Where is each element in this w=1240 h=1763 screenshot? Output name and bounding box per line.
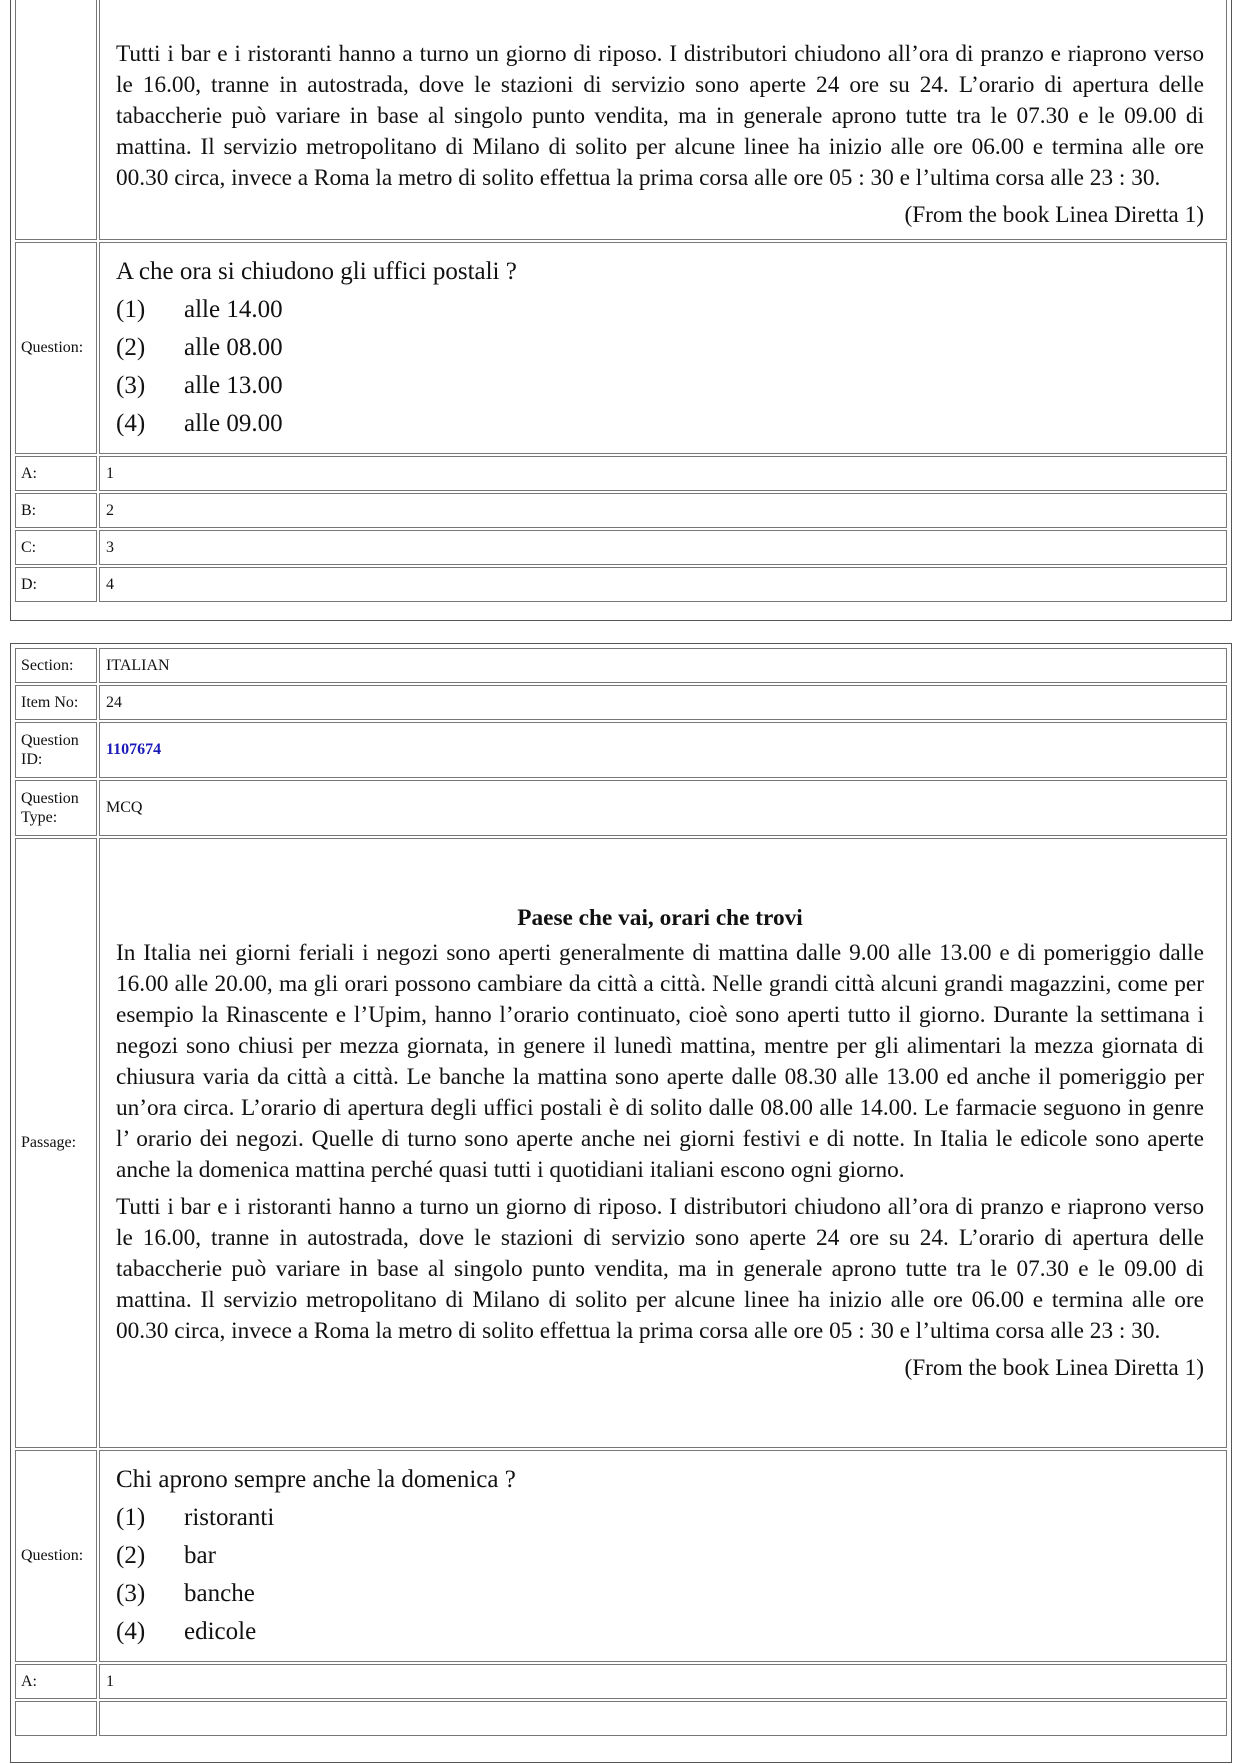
section-value: ITALIAN — [99, 648, 1227, 683]
question-type-label: Question Type: — [15, 780, 97, 836]
answer-d-label: D: — [15, 567, 97, 602]
option-4: (4) alle 09.00 — [116, 410, 283, 437]
question-stem: Chi aprono sempre anche la domenica ? — [116, 1466, 516, 1493]
passage-paragraph: In Italia nei giorni feriali i negozi sono aperti generalmente di mattina dalle 9.00 alle 13.00 e di pomeriggio dalle 16.00 alle 20.00, ma gli orari possono cambiare da città a città. Nelle grandi città alcuni grandi magazzini, come per esempio la Rinascente e l’Upim, hanno l’orario continuato, cioè sono aperti tutto il giorno. Durante la settimana i negozi sono chiusi per mezza giornata, in genere il lunedì mattina, mentre per gli alimentari la mezza giornata di chiusura varia da città a città. Le banche la mattina sono aperte dalle 08.30 alle 13.00 ed anche il pomeriggio per un’ora circa. L’orario di apertura degli uffici postali è di solito dalle 08.00 alle 14.00. Le farmacie seguono in genre l’ orario dei negozi. Quelle di turno sono aperte anche nei giorni festivi e di notte. In Italia le edicole sono aperte anche la domenica mattina perché quasi tutti i quotidiani italiani escono ogni giorno. — [116, 939, 1204, 1183]
section-label: Section: — [15, 648, 97, 683]
passage-title: Paese che vai, orari che trovi — [517, 904, 803, 931]
question-stem: A che ora si chiudono gli uffici postali ? — [116, 258, 517, 285]
option-1: (1) ristoranti — [116, 1504, 275, 1531]
question-type-value: MCQ — [99, 780, 1227, 836]
answer-a-value: 1 — [99, 456, 1227, 491]
option-2: (2) alle 08.00 — [116, 334, 283, 361]
answer-d-value: 4 — [99, 567, 1227, 602]
passage-cell — [99, 0, 1227, 240]
question-block-24 — [10, 643, 1232, 1763]
option-2: (2) bar — [116, 1542, 216, 1569]
option-3: (3) alle 13.00 — [116, 372, 283, 399]
answer-b-value — [99, 1701, 1227, 1736]
question-id-label: Question ID: — [15, 722, 97, 778]
answer-a-value: 1 — [99, 1664, 1227, 1699]
answer-c-value: 3 — [99, 530, 1227, 565]
passage-source: (From the book Linea Diretta 1) — [904, 202, 1204, 228]
question-label: Question: — [15, 242, 97, 454]
passage-paragraph: Tutti i bar e i ristoranti hanno a turno un giorno di riposo. I distributori chiudono all’ora di pranzo e riaprono verso le 16.00, tranne in autostrada, dove le stazioni di servizio sono aperte 24 ore su 24. L’orario di apertura delle tabaccherie può variare in base al singolo punto vendita, ma in generale aprono tutte tra le 07.30 e le 09.00 di mattina. Il servizio metropolitano di Milano di solito per alcune linee ha inizio alle ore 06.00 e termina alle ore 00.30 circa, invece a Roma la metro di solito effettua la prima corsa alle ore 05 : 30 e l’ultima corsa alle 23 : 30. — [116, 1193, 1204, 1344]
passage-cell — [99, 838, 1227, 1448]
item-no-value: 24 — [99, 685, 1227, 720]
passage-paragraph: Tutti i bar e i ristoranti hanno a turno un giorno di riposo. I distributori chiudono all’ora di pranzo e riaprono verso le 16.00, tranne in autostrada, dove le stazioni di servizio sono aperte 24 ore su 24. L’orario di apertura delle tabaccherie può variare in base al singolo punto vendita, ma in generale aprono tutte tra le 07.30 e le 09.00 di mattina. Il servizio metropolitano di Milano di solito per alcune linee ha inizio alle ore 06.00 e termina alle ore 00.30 circa, invece a Roma la metro di solito effettua la prima corsa alle ore 05 : 30 e l’ultima corsa alle 23 : 30. — [116, 41, 1204, 191]
answer-a-label: A: — [15, 456, 97, 491]
question-cell — [99, 1450, 1227, 1662]
option-3: (3) banche — [116, 1580, 255, 1607]
passage-source: (From the book Linea Diretta 1) — [904, 1354, 1204, 1381]
option-4: (4) edicole — [116, 1618, 257, 1645]
passage-label: Passage: — [15, 838, 97, 1448]
question-cell — [99, 242, 1227, 454]
question-block-23 — [10, 0, 1232, 621]
answer-a-label: A: — [15, 1664, 97, 1699]
answer-b-label — [15, 1701, 97, 1736]
item-no-label: Item No: — [15, 685, 97, 720]
question-label: Question: — [15, 1450, 97, 1662]
question-id-value: 1107674 — [99, 722, 1227, 778]
option-1: (1) alle 14.00 — [116, 296, 283, 323]
passage-label-cell — [15, 0, 97, 240]
question-table — [13, 0, 1229, 604]
answer-c-label: C: — [15, 530, 97, 565]
answer-b-value: 2 — [99, 493, 1227, 528]
answer-b-label: B: — [15, 493, 97, 528]
question-table — [13, 646, 1229, 1738]
